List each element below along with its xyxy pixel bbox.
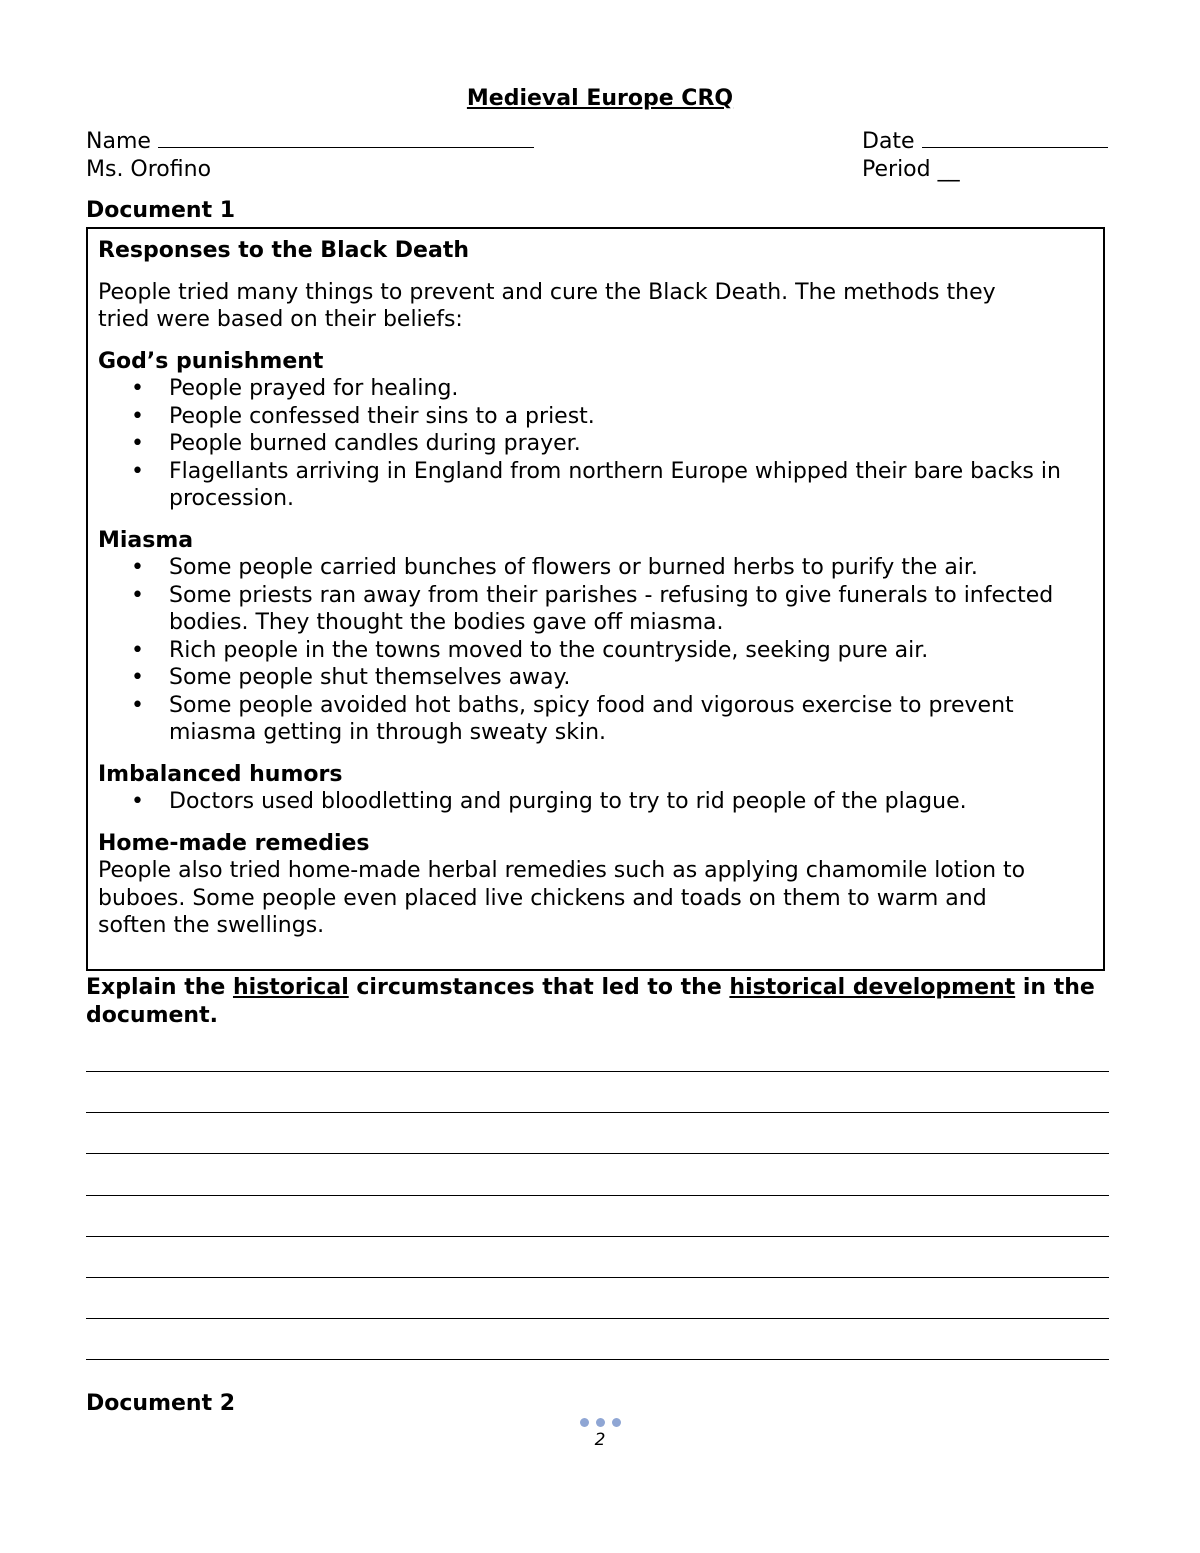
bullet-icon: • bbox=[131, 431, 144, 456]
bullet-icon: • bbox=[131, 458, 144, 484]
document-1-label: Document 1 bbox=[86, 198, 236, 223]
document-2-label: Document 2 bbox=[86, 1391, 236, 1416]
list-item: • People confessed their sins to a priest. bbox=[131, 403, 595, 429]
date-blank[interactable] bbox=[922, 127, 1108, 148]
remedies-line-1: People also tried home-made herbal remedies such as applying chamomile lotion to bbox=[98, 858, 1026, 883]
list-item: • Some priests ran away from their parishes - refusing to give funerals to infected bodies. They thought the bodies gave off miasma. bbox=[131, 582, 1054, 635]
list-item: • Some people shut themselves away. bbox=[131, 665, 571, 690]
document-1-title: Responses to the Black Death bbox=[98, 238, 469, 263]
section-heading-imbalanced-humors: Imbalanced humors bbox=[98, 761, 343, 787]
list-item: • Some people carried bunches of flowers or burned herbs to purify the air. bbox=[131, 555, 978, 580]
page-title: Medieval Europe CRQ bbox=[466, 86, 734, 111]
list-item: • Some people avoided hot baths, spicy food and vigorous exercise to prevent miasma getting in through sweaty skin. bbox=[131, 692, 1014, 745]
bullet-icon: • bbox=[131, 692, 144, 718]
list-item: • Flagellants arriving in England from northern Europe whipped their bare backs in procession. bbox=[131, 458, 1061, 511]
bullet-icon: • bbox=[131, 555, 144, 580]
bullet-icon: • bbox=[131, 789, 144, 814]
imbalanced-humors-list bbox=[98, 788, 1093, 816]
answer-line[interactable] bbox=[86, 1195, 1109, 1196]
period-label: Period __ bbox=[862, 157, 960, 182]
name-blank[interactable] bbox=[158, 127, 534, 148]
bullet-icon: • bbox=[131, 376, 144, 401]
date-line bbox=[862, 127, 1108, 156]
document-1-box bbox=[86, 227, 1105, 971]
section-heading-home-made-remedies: Home-made remedies bbox=[98, 830, 370, 856]
bullet-icon: • bbox=[131, 637, 144, 663]
remedies-line-2: buboes. Some people even placed live chickens and toads on them to warm and bbox=[98, 885, 987, 911]
answer-line[interactable] bbox=[86, 1277, 1109, 1278]
answer-line[interactable] bbox=[86, 1153, 1109, 1154]
bullet-icon: • bbox=[131, 665, 144, 690]
question-prompt: Explain the historical circumstances that led to the historical development in the document. bbox=[86, 975, 1095, 1028]
answer-line[interactable] bbox=[86, 1318, 1109, 1319]
date-label: Date bbox=[862, 129, 915, 154]
answer-line[interactable] bbox=[86, 1236, 1109, 1237]
name-label: Name bbox=[86, 129, 151, 154]
remedies-line-3: soften the swellings. bbox=[98, 913, 325, 938]
bullet-icon: • bbox=[131, 403, 144, 429]
page-number: 2 bbox=[594, 1430, 606, 1450]
footer-dots-icon bbox=[580, 1418, 621, 1427]
answer-line[interactable] bbox=[86, 1359, 1109, 1360]
miasma-list bbox=[98, 554, 1093, 747]
answer-line[interactable] bbox=[86, 1112, 1109, 1113]
intro-line-1: People tried many things to prevent and cure the Black Death. The methods they bbox=[98, 279, 996, 305]
answer-line[interactable] bbox=[86, 1071, 1109, 1072]
section-heading-miasma: Miasma bbox=[98, 527, 194, 553]
teacher-name: Ms. Orofino bbox=[86, 157, 212, 182]
gods-punishment-list bbox=[98, 375, 1093, 513]
list-item: • People prayed for healing. bbox=[131, 376, 459, 401]
list-item: • People burned candles during prayer. bbox=[131, 431, 581, 456]
list-item: • Rich people in the towns moved to the countryside, seeking pure air. bbox=[131, 637, 929, 663]
section-heading-gods-punishment: God’s punishment bbox=[98, 348, 324, 374]
bullet-icon: • bbox=[131, 582, 144, 608]
name-line bbox=[86, 127, 534, 156]
list-item: • Doctors used bloodletting and purging to try to rid people of the plague. bbox=[131, 789, 967, 814]
intro-line-2: tried were based on their beliefs: bbox=[98, 307, 463, 332]
